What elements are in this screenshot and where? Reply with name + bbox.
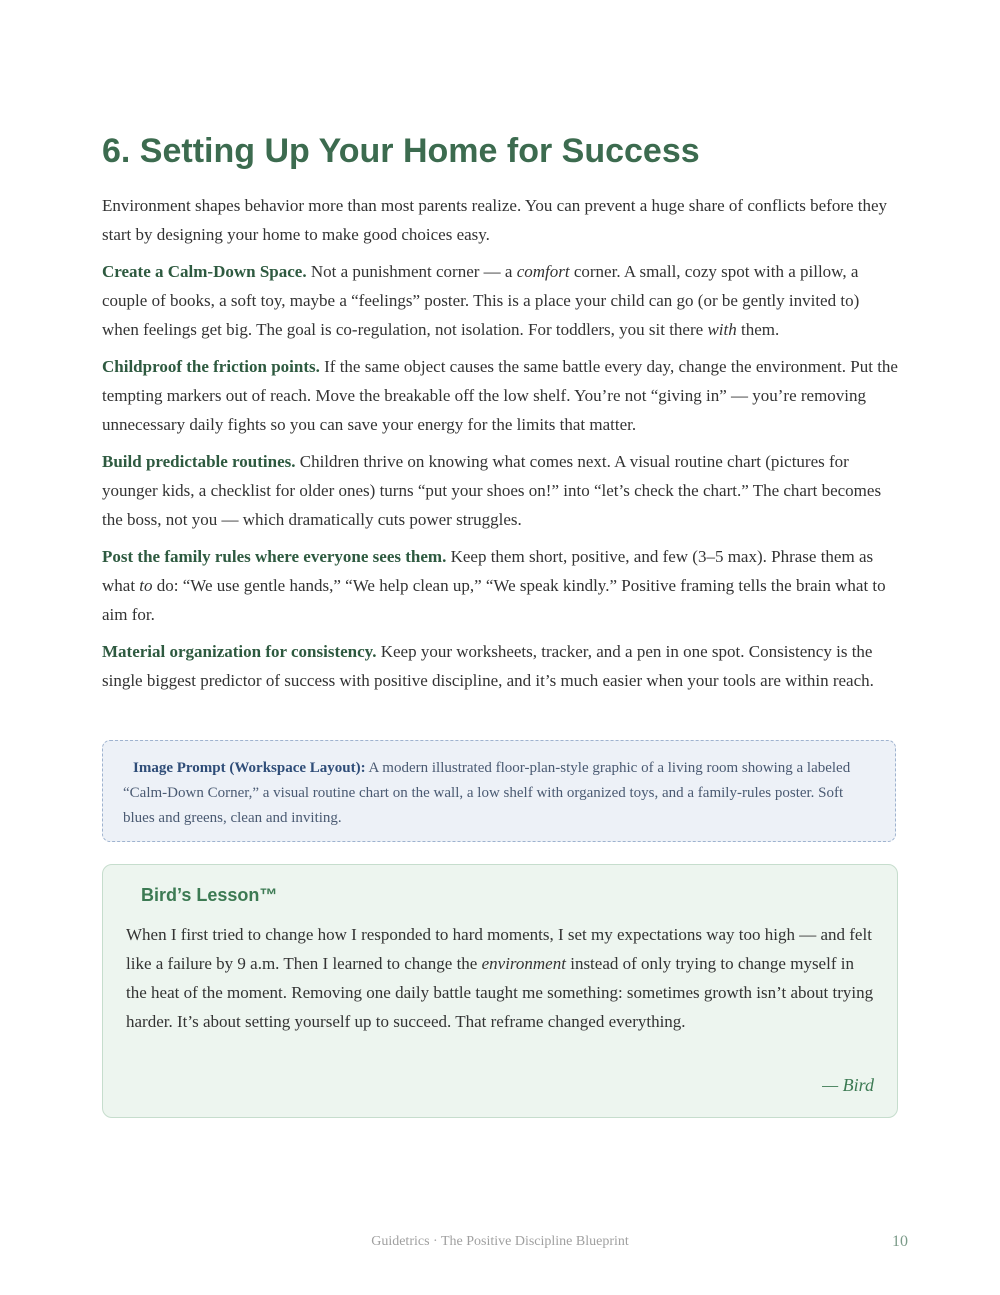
lesson-text: When I first tried to change how I responded to hard moments, I set my expectations way too high — and felt like a failure by 9 a.m. Then I learned to change the <box>126 925 872 973</box>
tip-text: do: “We use gentle hands,” “We help clean up,” “We speak kindly.” Positive framing tells the brain what to aim for. <box>102 576 886 624</box>
tip-material-organization <box>102 637 898 695</box>
footer-text: Guidetrics · The Positive Discipline Blueprint <box>371 1234 629 1249</box>
tip-heading: Create a Calm-Down Space. <box>102 262 307 281</box>
lesson-body <box>126 920 876 1036</box>
tip-emphasis: to <box>139 576 153 595</box>
tip-heading: Material organization for consistency. <box>102 642 377 661</box>
tip-text: Keep them short, positive, and few (3–5 max). Phrase them as what <box>102 547 874 595</box>
tip-text: Keep your worksheets, tracker, and a pen in one spot. Consistency is the single biggest predictor of success with positive discipline, and it’s much easier when your tools are within reach. <box>102 642 874 690</box>
tip-text: Children thrive on knowing what comes next. A visual routine chart (pictures for younger kids, a checklist for older ones) turns “put your shoes on!” into “let’s check the chart.” The chart becomes the boss, not you — which dramatically cuts power struggles. <box>102 452 882 529</box>
intro-paragraph: Environment shapes behavior more than most parents realize. You can prevent a huge share of conflicts before they start by designing your home to make good choices easy. <box>102 196 888 244</box>
page-title: 6. Setting Up Your Home for Success <box>102 132 700 170</box>
main-content <box>102 191 898 703</box>
tip-text: them. <box>736 320 780 339</box>
tip-emphasis: with <box>707 320 737 339</box>
tip-heading: Post the family rules where everyone sees them. <box>102 547 447 566</box>
tip-emphasis: comfort <box>516 262 570 281</box>
tip-heading: Build predictable routines. <box>102 452 296 471</box>
tip-heading: Childproof the friction points. <box>102 357 320 376</box>
image-prompt-label: Image Prompt (Workspace Layout): <box>133 760 366 776</box>
lesson-text: instead of only trying to change myself in the heat of the moment. Removing one daily battle taught me something: sometimes growth isn’t about trying harder. It’s about setting yourself up to succeed. That reframe changed everything. <box>126 954 874 1031</box>
tip-text: corner. A small, cozy spot with a pillow, a couple of books, a soft toy, maybe a “feelings” poster. This is a place your child can go (or be gently invited to) when feelings get big. The goal is co-regulation, not isolation. For toddlers, you sit there <box>102 262 860 339</box>
image-prompt-box <box>102 740 896 842</box>
tip-text: If the same object causes the same battle every day, change the environment. Put the tempting markers out of reach. Move the breakable off the low shelf. You’re not “giving in” — you’re removing unnecessary daily fights so you can save your energy for the limits that matter. <box>102 357 898 434</box>
lesson-title: Bird’s Lesson™ <box>141 885 278 905</box>
lesson-emphasis: environment <box>481 954 566 973</box>
tip-calm-down-space <box>102 257 898 344</box>
lesson-callout <box>102 864 898 1118</box>
tip-routines <box>102 447 898 534</box>
lesson-signature: — Bird <box>822 1075 874 1095</box>
tip-text: Not a punishment corner — a <box>306 262 517 281</box>
image-prompt-text: A modern illustrated floor-plan-style graphic of a living room showing a labeled “Calm-Down Corner,” a visual routine chart on the wall, a low shelf with organized toys, and a family-rules poster. Soft blues and greens, clean and inviting. <box>123 760 851 826</box>
tip-family-rules <box>102 542 898 629</box>
tip-childproof <box>102 352 898 439</box>
page-number: 10 <box>892 1233 908 1250</box>
